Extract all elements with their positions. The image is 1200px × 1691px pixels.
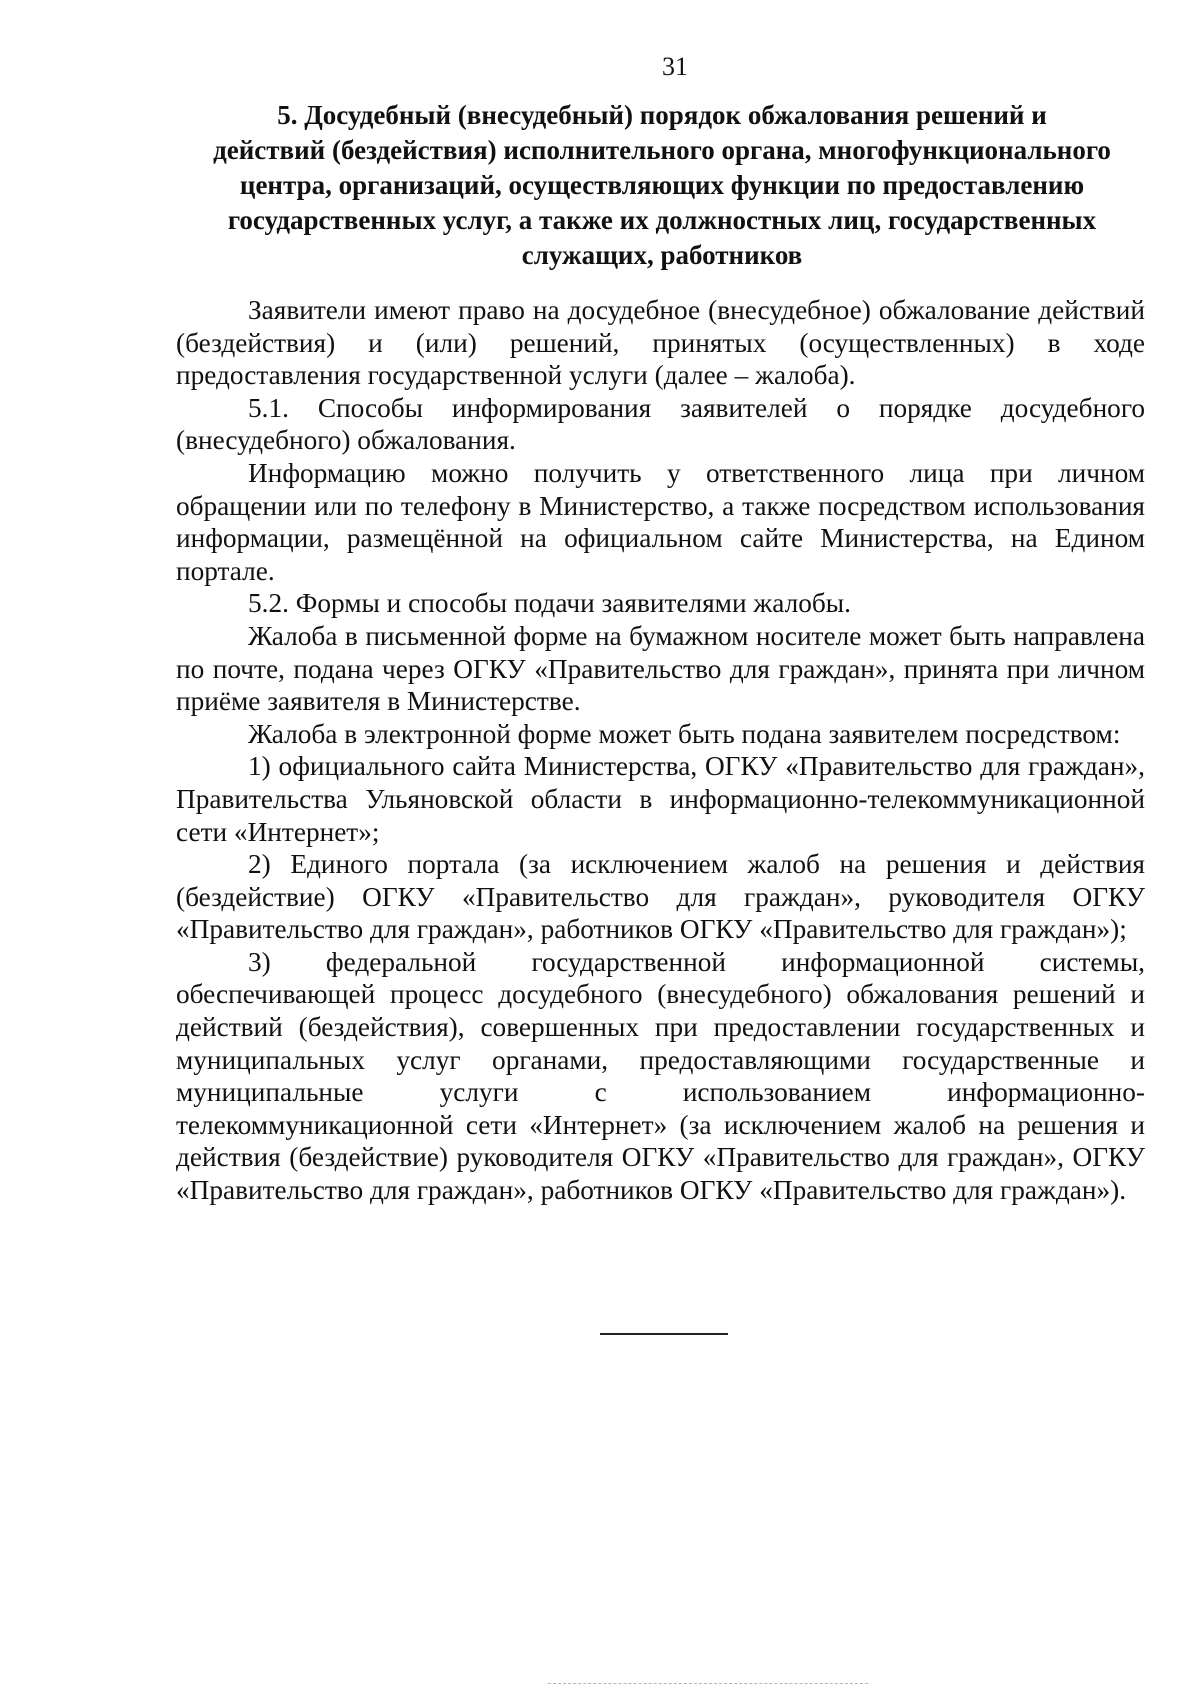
list-item-2: 2) Единого портала (за исключением жалоб на решения и действия (бездействие) ОГКУ «Правительство для граждан», руководителя ОГКУ «Правительство для граждан», работников ОГКУ «Правительство для граждан»); [176,849,1145,945]
document-body [176,294,1145,1207]
list-item-3: 3) федеральной государственной информационной системы, обеспечивающей процесс досудебного (внесудебного) обжалования решений и действий (бездействия), совершенных при предоставлении государственных и муниципальных услуг органами, предоставляющими государственные и муниципальные услуги с использованием информационно-телекоммуникационной сети «Интернет» (за исключением жалоб на решения и действия (бездействие) руководителя ОГКУ «Правительство для граждан», ОГКУ «Правительство для граждан», работников ОГКУ «Правительство для граждан»). [176,946,1145,1206]
paragraph-information-sources: Информацию можно получить у ответственного лица при личном обращении или по телефону в Министерство, а также посредством использования информации, размещённой на официальном сайте Министерства, на Едином портале. [176,457,1145,586]
section-title-line: действий (бездействия) исполнительного органа, многофункционального [213,135,1111,165]
section-title-line: государственных услуг, а также их должностных лиц, государственных [227,205,1097,235]
scan-artifact-line [548,1683,868,1684]
paragraph-5-2-heading: 5.2. Формы и способы подачи заявителями жалобы. [248,588,851,619]
end-of-text-divider [600,1333,728,1335]
paragraph-paper-complaint: Жалоба в письменной форме на бумажном носителе может быть направлена по почте, подана через ОГКУ «Правительство для граждан», принята при личном приёме заявителя в Министерстве. [176,620,1145,717]
section-title-line: 5. Досудебный (внесудебный) порядок обжалования решений и [277,100,1047,130]
section-title-line: служащих, работников [521,240,803,270]
paragraph-electronic-complaint: Жалоба в электронной форме может быть подана заявителем посредством: [248,718,1121,749]
paragraph-5-1-heading: 5.1. Способы информирования заявителей о порядке досудебного (внесудебного) обжалования. [176,392,1145,456]
section-title-line: центра, организаций, осуществляющих функции по предоставлению [239,170,1085,200]
section-title [182,98,1142,273]
page-number: 31 [662,52,688,81]
paragraph-right-to-appeal: Заявители имеют право на досудебное (внесудебное) обжалование действий (бездействия) и (или) решений, принятых (осуществленных) в ходе предоставления государственной услуги (далее – жалоба). [176,295,1145,391]
list-item-1: 1) официального сайта Министерства, ОГКУ «Правительство для граждан», Правительства Ульяновской области в информационно-телекоммуникационной сети «Интернет»; [176,751,1145,847]
